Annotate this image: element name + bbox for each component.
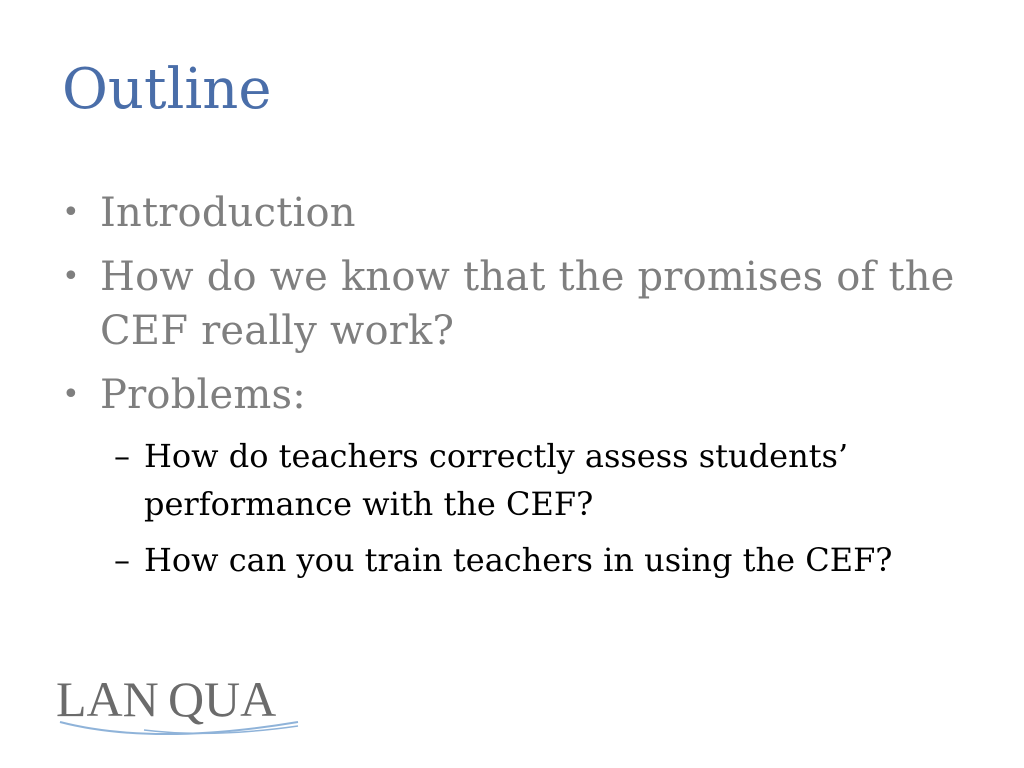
- bullet-text: How do we know that the promises of the CEF really work?: [100, 254, 955, 354]
- subbullet-group: [62, 432, 962, 584]
- logo-wordmark-q: Q: [168, 671, 205, 727]
- subbullet-text: How do teachers correctly assess students’ performance with the CEF?: [144, 437, 849, 523]
- subbullet-item: [114, 432, 962, 528]
- subbullet-text: How can you train teachers in using the CEF?: [144, 541, 893, 579]
- subbullet-marker: –: [114, 541, 130, 579]
- bullet-marker: •: [62, 195, 80, 230]
- bullet-item: [62, 186, 962, 240]
- logo-wordmark-left: LAN: [56, 671, 159, 727]
- bullet-item: [62, 250, 962, 358]
- subbullet-marker: –: [114, 437, 130, 475]
- bullet-marker: •: [62, 377, 80, 412]
- slide-title: Outline: [62, 57, 272, 122]
- bullet-list: [62, 186, 962, 592]
- subbullet-list: [114, 432, 962, 584]
- logo-swoosh-icon: [144, 726, 298, 733]
- subbullet-item: [114, 536, 962, 584]
- logo-wordmark-right: UA: [204, 671, 277, 727]
- bullet-text: Introduction: [100, 190, 356, 236]
- bullet-text: Problems:: [100, 372, 306, 418]
- lanqua-logo: [52, 664, 304, 740]
- bullet-item: [62, 368, 962, 422]
- bullet-marker: •: [62, 259, 80, 294]
